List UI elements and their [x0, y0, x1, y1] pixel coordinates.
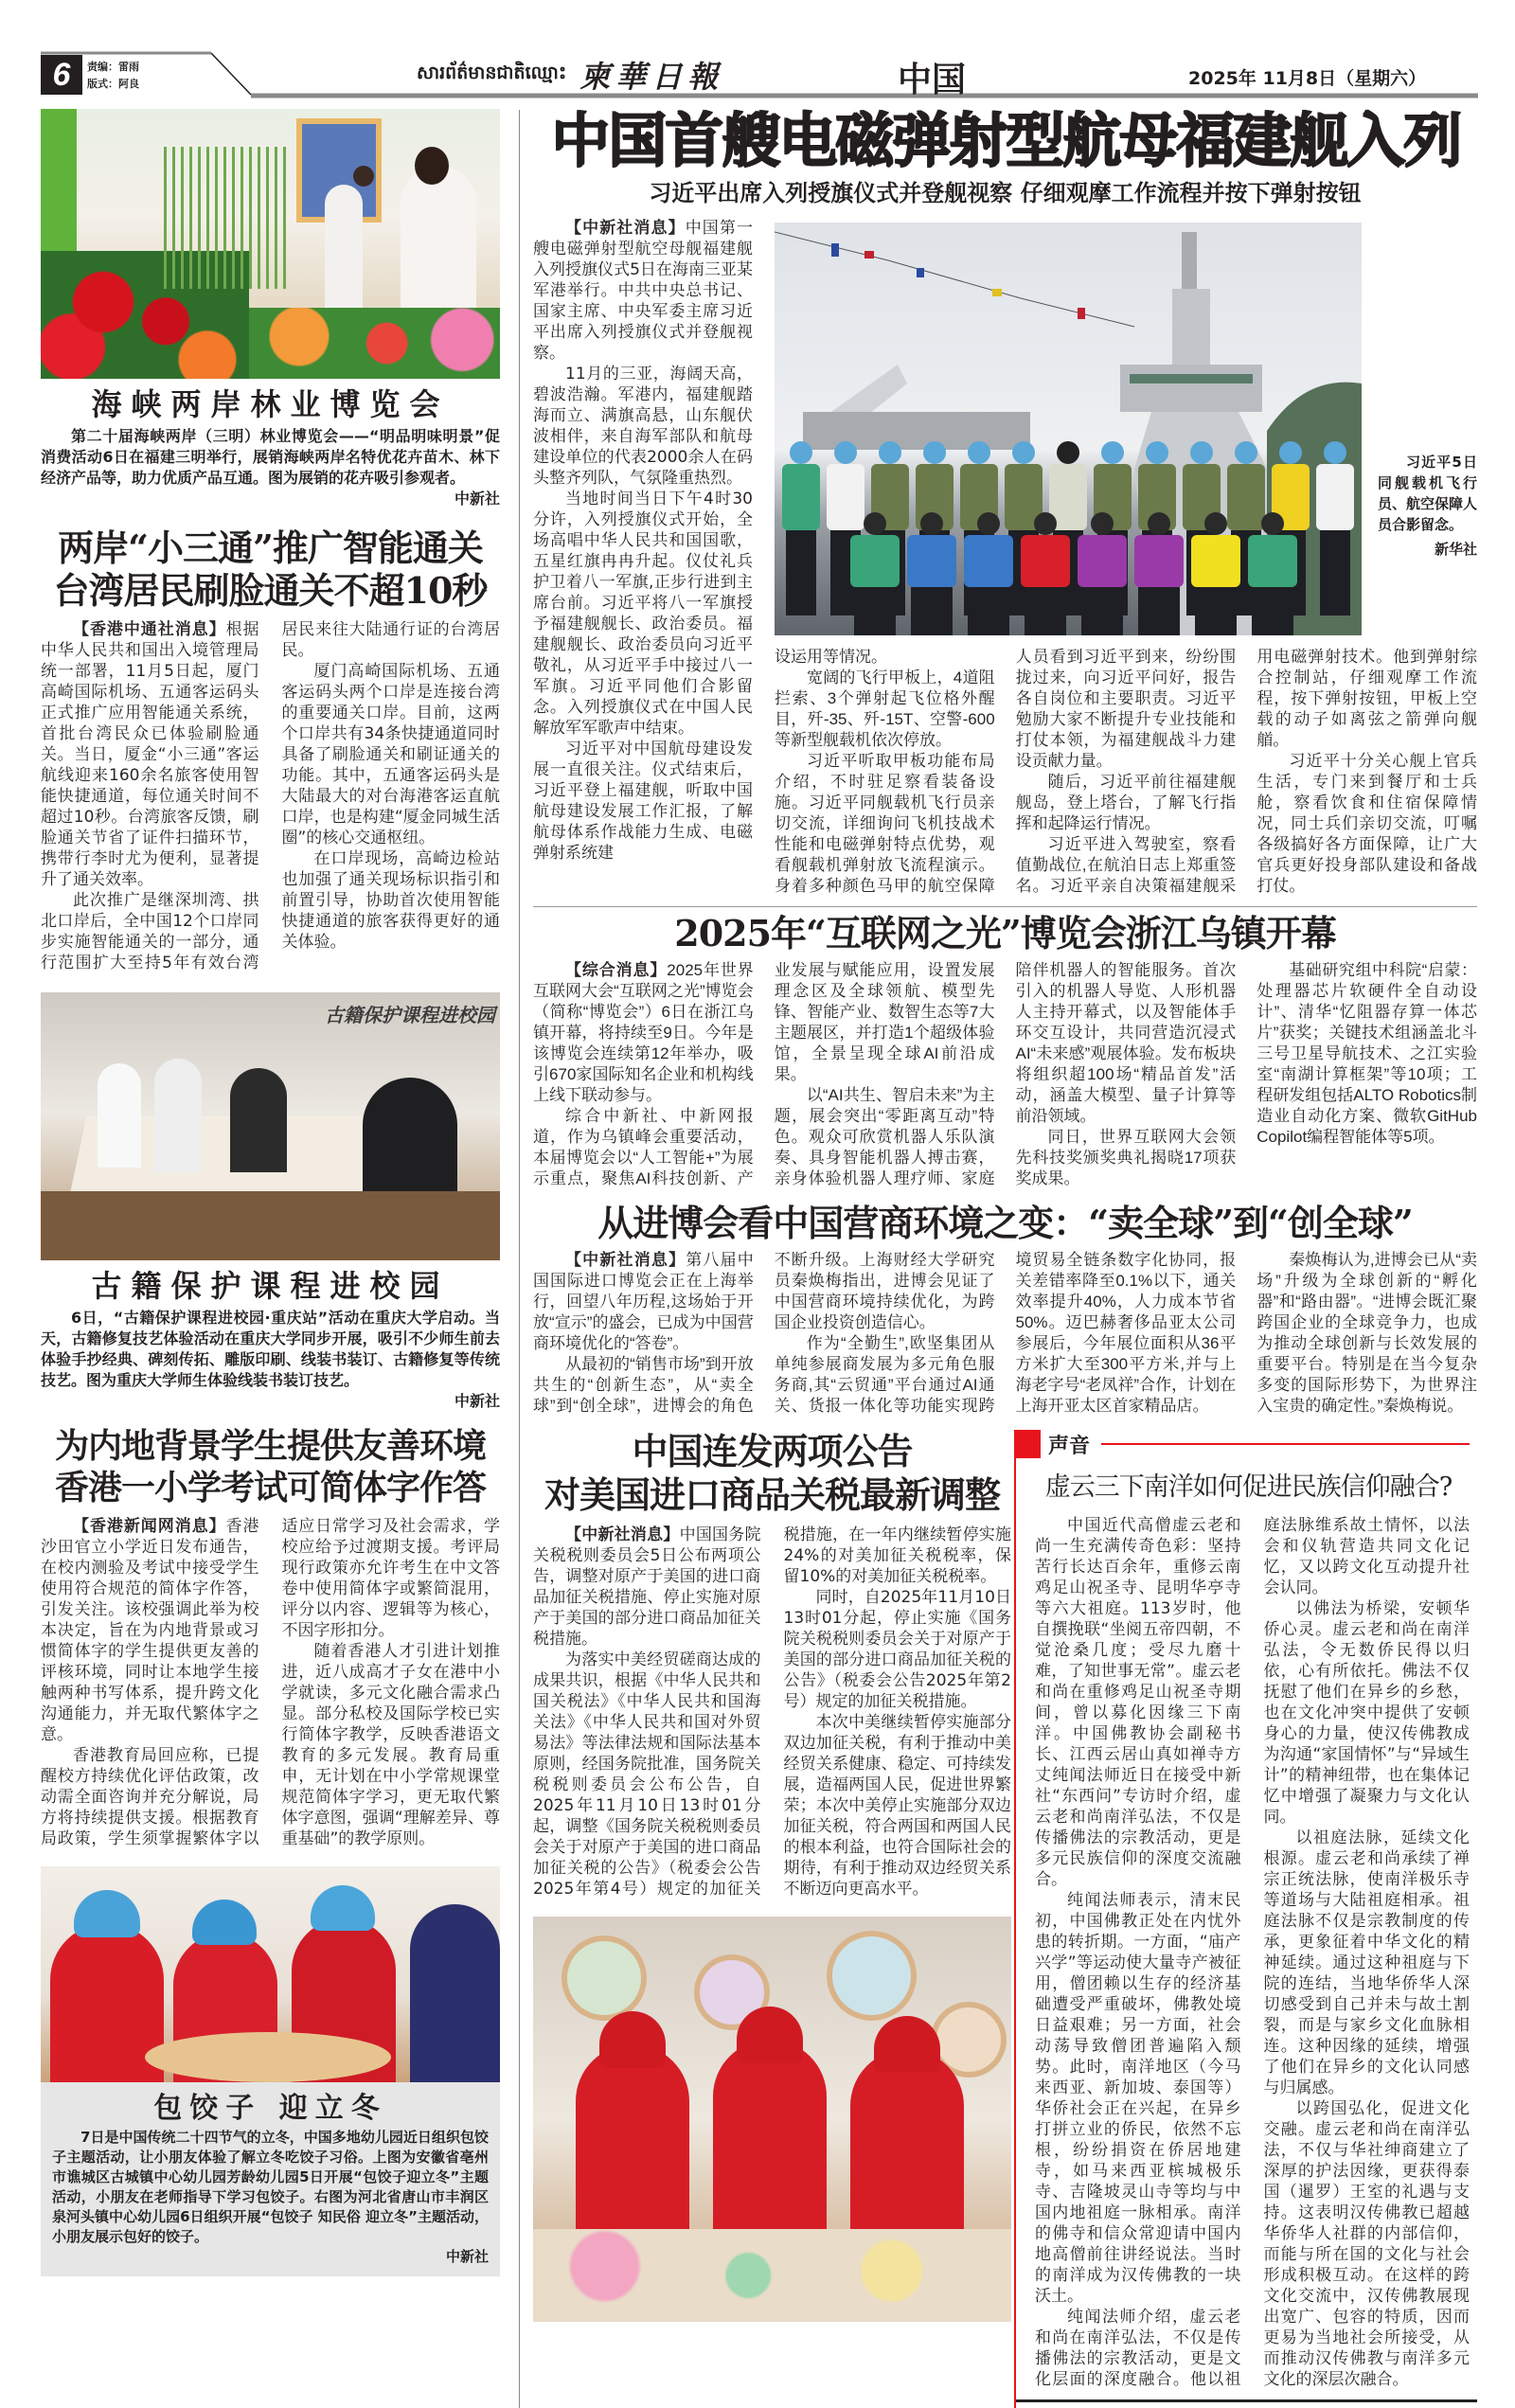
voice-headline: 虚云三下南洋如何促进民族信仰融合?	[1044, 1472, 1453, 1502]
page-body	[41, 104, 1477, 2408]
paragraph: 本次中美继续暂停实施部分双边加征关税，有利于推动中美经贸关系健康、稳定、可持续发展，造福两国人民，促进世界繁荣；本次中美停止实施部分双边加征关税，符合两国和两国人民的根本利益，也符合国际社会的期待，有利于推动双边经贸关系不断迈向更高水平。	[783, 1713, 1011, 1899]
lead-photo-row	[775, 218, 1477, 635]
paragraph: 【中新社消息】中国国务院关税税则委员会5日公布两项公告，调整对原产于美国的进口商品加征关税措施、停止实施对原产于美国的部分进口商品加征关税措施。	[533, 1525, 761, 1649]
dumplings-title: 包饺子 迎立冬	[153, 2092, 387, 2125]
paper-name-khmer: សារព័ត៌មានជាតិឈ្មោះ	[417, 62, 567, 83]
lead-article-continued	[775, 647, 1477, 897]
crew-member	[1078, 535, 1127, 587]
paragraph: 为落实中美经贸磋商达成的成果共识，根据《中华人民共和国关税法》《中华人民共和国海关法》《中华人民共和国对外贸易法》等法律法规和国际法基本原则，经国务院批准，国务院关税税则委员会公布公告，自2025年11月10日13时01分起，调整《国务院关税税则委员会关于对原产于美国的进口商品加征关税的公告》（税委会公告2025年第4号）规定的加征关税措施，在一年内继续暂停实施24%的对美加征关税税率，保留10%的对美加征关税税率。	[533, 1525, 1011, 1899]
crew-member	[1316, 464, 1354, 530]
column-divider	[519, 110, 520, 2408]
taiwan-article-body	[41, 619, 500, 973]
tariff-body	[533, 1525, 1011, 1900]
photo-credit: 中新社	[454, 490, 500, 508]
fujian-carrier-group-photo	[775, 223, 1362, 635]
masthead	[0, 0, 1515, 98]
paragraph: 综合中新社、中新网报道，作为乌镇峰会重要活动，本届博览会以“人工智能+”为展示重点，聚焦AI科技创新、产业发展与赋能应用，设置发展理念区及全球领航、模型先锋、智能产业、数智生态等7大主题展区，并打造1个超级体验馆，全景呈现全球AI前沿成果。	[533, 961, 995, 1187]
paragraph: 从最初的“销售市场”到开放共生的“创新生态”，从“卖全球”到“创全球”，进博会的角色不断升级。上海财经大学研究员秦焕梅指出，进博会见证了中国营商环境持续优化，为跨国企业投资创造信心。	[533, 1251, 995, 1415]
paragraph: 随后，习近平前往福建舰舰岛，登上塔台，了解飞行指挥和起降运行情况。	[1015, 773, 1237, 832]
paragraph: 【中新社消息】中国第一艘电磁弹射型航空母舰福建舰入列授旗仪式5日在海南三亚某军港举行。中共中央总书记、国家主席、中央军委主席习近平出席入列授旗仪式并登舰视察。	[533, 219, 754, 363]
ancient-book-class-photo	[41, 992, 500, 1260]
caption-text: 6日，“古籍保护课程进校园·重庆站”活动在重庆大学启动。当天，古籍修复技艺体验活动在重庆大学同步开展，吸引不少师生前去体验手抄经典、碑刻传拓、雕版印刷、线装书装订、古籍修复等传统技艺。图为重庆大学师生体验线装书装订技艺。	[41, 1309, 500, 1389]
ancient-book-title: 古籍保护课程进校园	[91, 1268, 450, 1304]
editor-credit: 责编：雷雨	[87, 61, 139, 73]
bottom-row	[533, 1430, 1477, 2408]
headline-line: 对美国进口商品关税最新调整	[544, 1473, 1000, 1516]
ciie-body	[533, 1250, 1477, 1417]
paragraph: 【香港中通社消息】根据中华人民共和国出入境管理局统一部署，11月5日起，厦门高崎国际机场、五通客运码头正式推广应用智能通关系统，首批台湾民众已体验刷脸通关。当日，厦金“小三通”客运航线迎来160余名旅客使用智能快捷通道，每位通关时间不超过10秒。台湾旅客反馈，刷脸通关节省了证件扫描环节，携带行李时尤为便利，显著提升了通关效率。	[41, 620, 259, 889]
section-divider	[533, 906, 1477, 907]
lead-article-col1	[533, 218, 753, 864]
paragraph: 以祖庭法脉，延续文化根源。虚云老和尚承续了禅宗正统法脉，使南洋极乐寺等道场与大陆祖庭相承。祖庭法脉不仅是宗教制度的传承，更象征着中华文化的精神延续。通过这种祖庭与下院的连结，当地华侨华人深切感受到自己并未与故土割裂，而是与家乡文化血脉相连。这种因缘的延续，增强了他们在异乡的文化认同感与归属感。	[1263, 1828, 1470, 2097]
dumplings-caption-box	[41, 2082, 500, 2276]
crew-member	[964, 535, 1013, 587]
ai-expo-headline: 2025年“互联网之光”博览会浙江乌镇开幕	[674, 912, 1336, 954]
section-rule	[1101, 1443, 1470, 1445]
section-marker	[1014, 1430, 1041, 1458]
caption-text: 7日是中国传统二十四节气的立冬，中国多地幼儿园近日组织包饺子主题活动，让小朋友体验了解立冬吃饺子习俗。上图为安徽省亳州市谯城区古城镇中心幼儿园芳龄幼儿园5日开展“包饺子迎立冬”主题活动，小朋友在老师指导下学习包饺子。右图为河北省唐山市丰润区泉河头镇中心幼儿园6日组织开展“包饺子 知民俗 迎立冬”主题活动，小朋友展示包好的饺子。	[52, 2129, 489, 2245]
crew-member	[782, 464, 820, 530]
paragraph: 以“AI共生、智启未来”为主题，展会突出“零距离互动”特色。观众可欣赏机器人乐队演奏、具身智能机器人搏击赛，亲身体验机器人理疗师、家庭陪伴机器人的智能服务。首次引入的机器人导览、人形机器人主持开幕式，以及智能体手环交互设计，共同营造沉浸式AI“未来感”观展体验。发布板块将组织超100场“精品首发”活动，涵盖大模型、量子计算等前沿领域。	[774, 961, 1237, 1187]
headline-line: 为内地背景学生提供友善环境	[54, 1426, 486, 1466]
ciie-headline: 从进博会看中国营商环境之变：“卖全球”到“创全球”	[597, 1202, 1413, 1244]
photo-credit: 中新社	[454, 1392, 500, 1410]
ai-expo-body	[533, 960, 1477, 1189]
paragraph: 香港教育局回应称，已提醒校方持续优化评估政策，改动需全面咨询并充分解说，局方将持续提供支援。根据教育局政策，学生须掌握繁体字以适应日常学习及社会需求，学校应给予过渡期支援。考评局现行政策亦允许考生在中文答卷中使用简体字或繁简混用，评分以内容、逻辑等为核心，不因字形扣分。	[41, 1517, 500, 1848]
caption-text: 习近平5日同舰载机飞行员、航空保障人员合影留念。	[1378, 454, 1478, 533]
crew-member	[850, 535, 900, 587]
headline-line: 两岸“小三通”推广智能通关	[58, 526, 483, 569]
flower-expo-caption	[41, 426, 500, 509]
tariff-headline	[533, 1430, 1011, 1517]
crew-member	[827, 464, 864, 530]
right-region	[533, 104, 1477, 2408]
lead-headline: 中国首艘电磁弹射型航母福建舰入列	[550, 105, 1460, 174]
section-title: 中国	[898, 61, 967, 99]
flower-expo-title: 海峡两岸林业博览会	[91, 386, 450, 422]
crew-member	[1191, 535, 1240, 587]
layout-credit: 版式：阿良	[87, 78, 139, 90]
paragraph: 作为“全勤生”,欧坚集团从单纯参展商发展为多元角色服务商,其“云贸通”平台通过AI通关、货报一体化等功能实现跨境贸易全链条数字化协同，报关差错率降至0.1%以下，通关效率提升40%，人力成本节省50%。迈巴赫奢侈品亚太公司参展后，今年展位面积从36平方米扩大至300平方米,并与上海老字号“老凤祥”合作，计划在上海开亚太区首家精品店。	[774, 1251, 1237, 1415]
headline-line: 台湾居民刷脸通关不超10秒	[53, 569, 488, 612]
lead-story	[533, 218, 1477, 897]
paragraph: 【综合消息】2025年世界互联网大会“互联网之光”博览会（简称“博览会”）6日在浙江乌镇开幕，将持续至9日。今年是该博览会连续第12年举办，吸引670家国际知名企业和机构线上线下联动参与。	[533, 961, 754, 1104]
paragraph: 随着香港人才引进计划推进，近八成高才子女在港中小学就读，多元文化融合需求凸显。部分私校及国际学校已实行简体字教学，反映香港语文教育的多元发展。教育局重申，无计划在中小学常规课堂规范简体字学习，更无取代繁体字意图，强调“理解差异、尊重基础”的教学原则。	[281, 1642, 500, 1848]
headline-line: 香港一小学考试可简体字作答	[54, 1468, 486, 1507]
page-number: 6	[41, 55, 82, 95]
paragraph: 同时，自2025年11月10日13时01分起，停止实施《国务院关税税则委员会关于对原产于美国的部分进口商品加征关税的公告》（税委会公告2025年第2号）规定的加征关税措施。	[783, 1588, 1011, 1711]
paragraph: 当地时间当日下午4时30分许，入列授旗仪式开始，全场高唱中华人民共和国国歌，五星红旗冉冉升起。仪仗礼兵护卫着八一军旗,正步行进到主席台前。习近平将八一军旗授予福建舰舰长、政治委员。福建舰舰长、政治委员向习近平敬礼，从习近平手中接过八一军旗。习近平同他们合影留念。入列授旗仪式在中国人民解放军军歌声中结束。	[533, 490, 753, 738]
paragraph: 同日，世界互联网大会领先科技奖颁奖典礼揭晓17项获奖成果。	[1015, 1128, 1237, 1187]
headline-line: 中国连发两项公告	[632, 1430, 913, 1472]
tariff-and-photo	[533, 1430, 1011, 2322]
kindergarten-dumplings-photo-1	[41, 1866, 500, 2082]
paragraph: 【中新社消息】第八届中国国际进口博览会正在上海举行，回望八年历程,这场始于开放“宣示”的盛会，已成为中国营商环境优化的“答卷”。	[533, 1251, 754, 1352]
issue-date: 2025年 11月8日（星期六）	[1188, 68, 1427, 89]
paragraph: 宽阔的飞行甲板上，4道阻拦索、3个弹射起飞位格外醒目，歼-35、歼-15T、空警-600等新型舰载机依次停放。	[775, 669, 995, 749]
photo-credit: 新华社	[1434, 541, 1477, 558]
ancient-book-caption	[41, 1308, 500, 1412]
hk-article-body	[41, 1516, 500, 1849]
kindergarten-dumplings-photo-2	[533, 1917, 1011, 2322]
paragraph: 此次推广是继深圳湾、拱北口岸后，全中国12个口岸同步实施智能通关的一部分，通行范围扩大至持5年有效台湾居民来往大陆通行证的台湾居民。	[41, 620, 500, 972]
flower-expo-photo	[41, 109, 500, 379]
dumplings-caption	[52, 2128, 489, 2267]
crew-member	[1227, 464, 1265, 530]
paragraph: 纯闻法师介绍，虚云老和尚在南洋弘法，不仅是传播佛法的宗教活动，更是文化层面的深度融合。他以祖庭法脉维系故土情怀，以法会和仪轨营造共同文化记忆，又以跨文化互动提升社会认同。	[1035, 1516, 1470, 2389]
voice-section-header	[1016, 1430, 1477, 1458]
paragraph: 纯闻法师表示，清末民初，中国佛教正处在内忧外患的转折期。一方面，“庙产兴学”等运动使大量寺产被征用，僧团赖以生存的经济基础遭受严重破坏，佛教处境日益艰难；另一方面，社会动荡导致僧团普遍陷入颓势。此时，南洋地区（今马来西亚、新加坡、泰国等）华侨社会正在兴起，在异乡打拼立业的侨民，依然不忘根，纷纷捐资在侨居地建寺，如马来西亚槟城极乐寺、吉隆坡灵山寺等均与中国内地祖庭一脉相承。南洋的佛寺和信众常迎请中国内地高僧前往讲经说法。当时的南洋成为汉传佛教的一块沃土。	[1035, 1891, 1241, 2306]
lead-subheadline: 习近平出席入列授旗仪式并登舰视察 仔细观摩工作流程并按下弹射按钮	[649, 180, 1362, 206]
page-bottom-rule	[1016, 2399, 1477, 2402]
voice-body	[1035, 1515, 1470, 2390]
crew-member	[1248, 535, 1297, 587]
crew-member	[1134, 535, 1184, 587]
carrier-photo-illustration	[775, 223, 1362, 635]
lead-right-block	[775, 218, 1477, 897]
voice-section	[1014, 1430, 1477, 2408]
paragraph: 厦门高崎国际机场、五通客运码头两个口岸是连接台湾的重要通关口岸。目前，这两个口岸共有34条快捷通道同时具备了刷脸通关和刷证通关的功能。其中，五通客运码头是大陆最大的对台海港客运直航口岸，也是构建“厦金同城生活圈”的核心交通枢纽。	[281, 662, 500, 847]
paragraph: 秦焕梅认为,进博会已从“卖场”升级为全球创新的“孵化器”和“路由器”。“进博会既汇聚跨国企业的全球竞争力，也成为推动全球创新与长效发展的重要平台。特别是在当今复杂多变的国际形势下，为世界注入宝贵的确定性。”秦焕梅说。	[1257, 1251, 1477, 1415]
paragraph: 设运用等情况。	[775, 648, 887, 666]
paragraph: 习近平对中国航母建设发展一直很关注。仪式结束后，习近平登上福建舰，听取中国航母建设发展工作汇报，了解航母体系作战能力生成、电磁弹射系统建	[533, 740, 753, 863]
paragraph: 基础研究组中科院“启蒙：处理器芯片软硬件全自动设计”、清华“忆阻器存算一体芯片”获奖；关键技术组涵盖北斗三号卫星导航技术、之江实验室“南湖计算框架”等10项；工程研发组包括ALTO Robotics制造业自动化方案、微软GitHub Copilot编程智能体等5项。	[1257, 961, 1477, 1146]
lead-photo-caption	[1378, 452, 1477, 560]
paragraph: 【香港新闻网消息】香港沙田官立小学近日发布通告，在校内测验及考试中接受学生使用符合规范的简体字作答，引发关注。该校强调此举为校本决定，旨在为内地背景或习惯简体字的学生提供更友善的评核环境，同时让本地学生接触两种书写体系，提升跨文化沟通能力，并无取代繁体字之意。	[41, 1517, 259, 1744]
paragraph: 习近平进入驾驶室，察看值勤战位,在航泊日志上郑重签名。习近平亲自决策福建舰采用电磁弹射技术。他到弹射综合控制站，仔细观摩工作流程，按下弹射按钮，甲板上空载的动子如离弦之箭弹向舰艏。	[1015, 648, 1477, 895]
masthead-name-group	[417, 53, 723, 97]
section-label: 声音	[1048, 1433, 1091, 1458]
paragraph: 中国近代高僧虚云老和尚一生充满传奇色彩：坚持苦行长达百余年，重修云南鸡足山祝圣寺、昆明华亭寺等六大祖庭。113岁时，他自撰挽联“坐阅五帝四朝，不觉沧桑几度；受尽九磨十难，了知世事无常”。虚云老和尚在重修鸡足山祝圣寺期间，曾以募化因缘三下南洋。中国佛教协会副秘书长、江西云居山真如禅寺方丈纯闻法师近日在接受中新社“东西问”专访时介绍，虚云老和尚南洋弘法，不仅是传播佛法的宗教活动，更是多元民族信仰的深度交流融合。	[1035, 1516, 1241, 1889]
crew-member	[1021, 535, 1070, 587]
caption-text: 第二十届海峡两岸（三明）林业博览会——“明品明味明景”促消费活动6日在福建三明举行，展销海峡两岸名特优花卉苗木、林下经济产品等，助力优质产品互通。图为展销的花卉吸引参观者。	[41, 427, 500, 487]
paragraph: 11月的三亚，海阔天高，碧波浩瀚。军港内，福建舰踏海而立、满旗高悬，山东舰伏波相伴，来自海军部队和航母建设单位的代表2000余人在码头整齐列队，气氛隆重热烈。	[533, 365, 753, 488]
photo-credit: 中新社	[445, 2248, 489, 2265]
left-column	[41, 104, 500, 2276]
event-banner-sign: 古籍保护课程进校园	[325, 1004, 495, 1026]
crew-member	[907, 535, 956, 587]
paragraph: 习近平十分关心舰上官兵生活，专门来到餐厅和士兵舱，察看饮食和住宿保障情况，同士兵们亲切交流，叮嘱各级搞好各方面保障，让广大官兵更好投身部队建设和备战打仗。	[1257, 752, 1477, 895]
paper-name-logo: 柬華日報	[579, 59, 724, 95]
hk-headline	[41, 1425, 500, 1508]
paragraph: 以佛法为桥梁，安顿华侨心灵。虚云老和尚在南洋弘法，令无数侨民得以归依，心有所依托。佛法不仅抚慰了他们在异乡的乡愁，也在文化冲突中提供了安顿身心的力量，使汉传佛教成为沟通“家国情怀”与“异域生计”的精神纽带，也在集体记忆中增强了凝聚力与文化认同。	[1263, 1599, 1470, 1827]
paragraph: 在口岸现场，高崎边检站也加强了通关现场标识指引和前置引导，协助首次使用智能快捷通道的旅客获得更好的通关体验。	[281, 849, 500, 952]
paragraph: 习近平听取甲板功能布局介绍，不时驻足察看装备设施。习近平同舰载机飞行员亲切交流，详细询问飞机技战术性能和电磁弹射特点优势，观看舰载机弹射放飞流程演示。身着多种颜色马甲的航空保障人员看到习近平到来，纷纷围拢过来，向习近平问好，报告各自岗位和主要职责。习近平勉励大家不断提升专业技能和打仗本领，为福建舰战斗力建设贡献力量。	[775, 648, 1237, 895]
paragraph: 以跨国弘化，促进文化交融。虚云老和尚在南洋弘法，不仅与华社绅商建立了深厚的护法因缘，更获得泰国（暹罗）王室的礼遇与支持。这表明汉传佛教已超越华侨华人社群的内部信仰，而能与所在国的文化与社会形成积极互动。在这样的跨文化交流中，汉传佛教展现出宽广、包容的特质，因而更易为当地社会所接受，从而推动汉传佛教与南洋多元文化的深层次融合。	[1263, 2099, 1470, 2389]
taiwan-headline	[41, 526, 500, 612]
